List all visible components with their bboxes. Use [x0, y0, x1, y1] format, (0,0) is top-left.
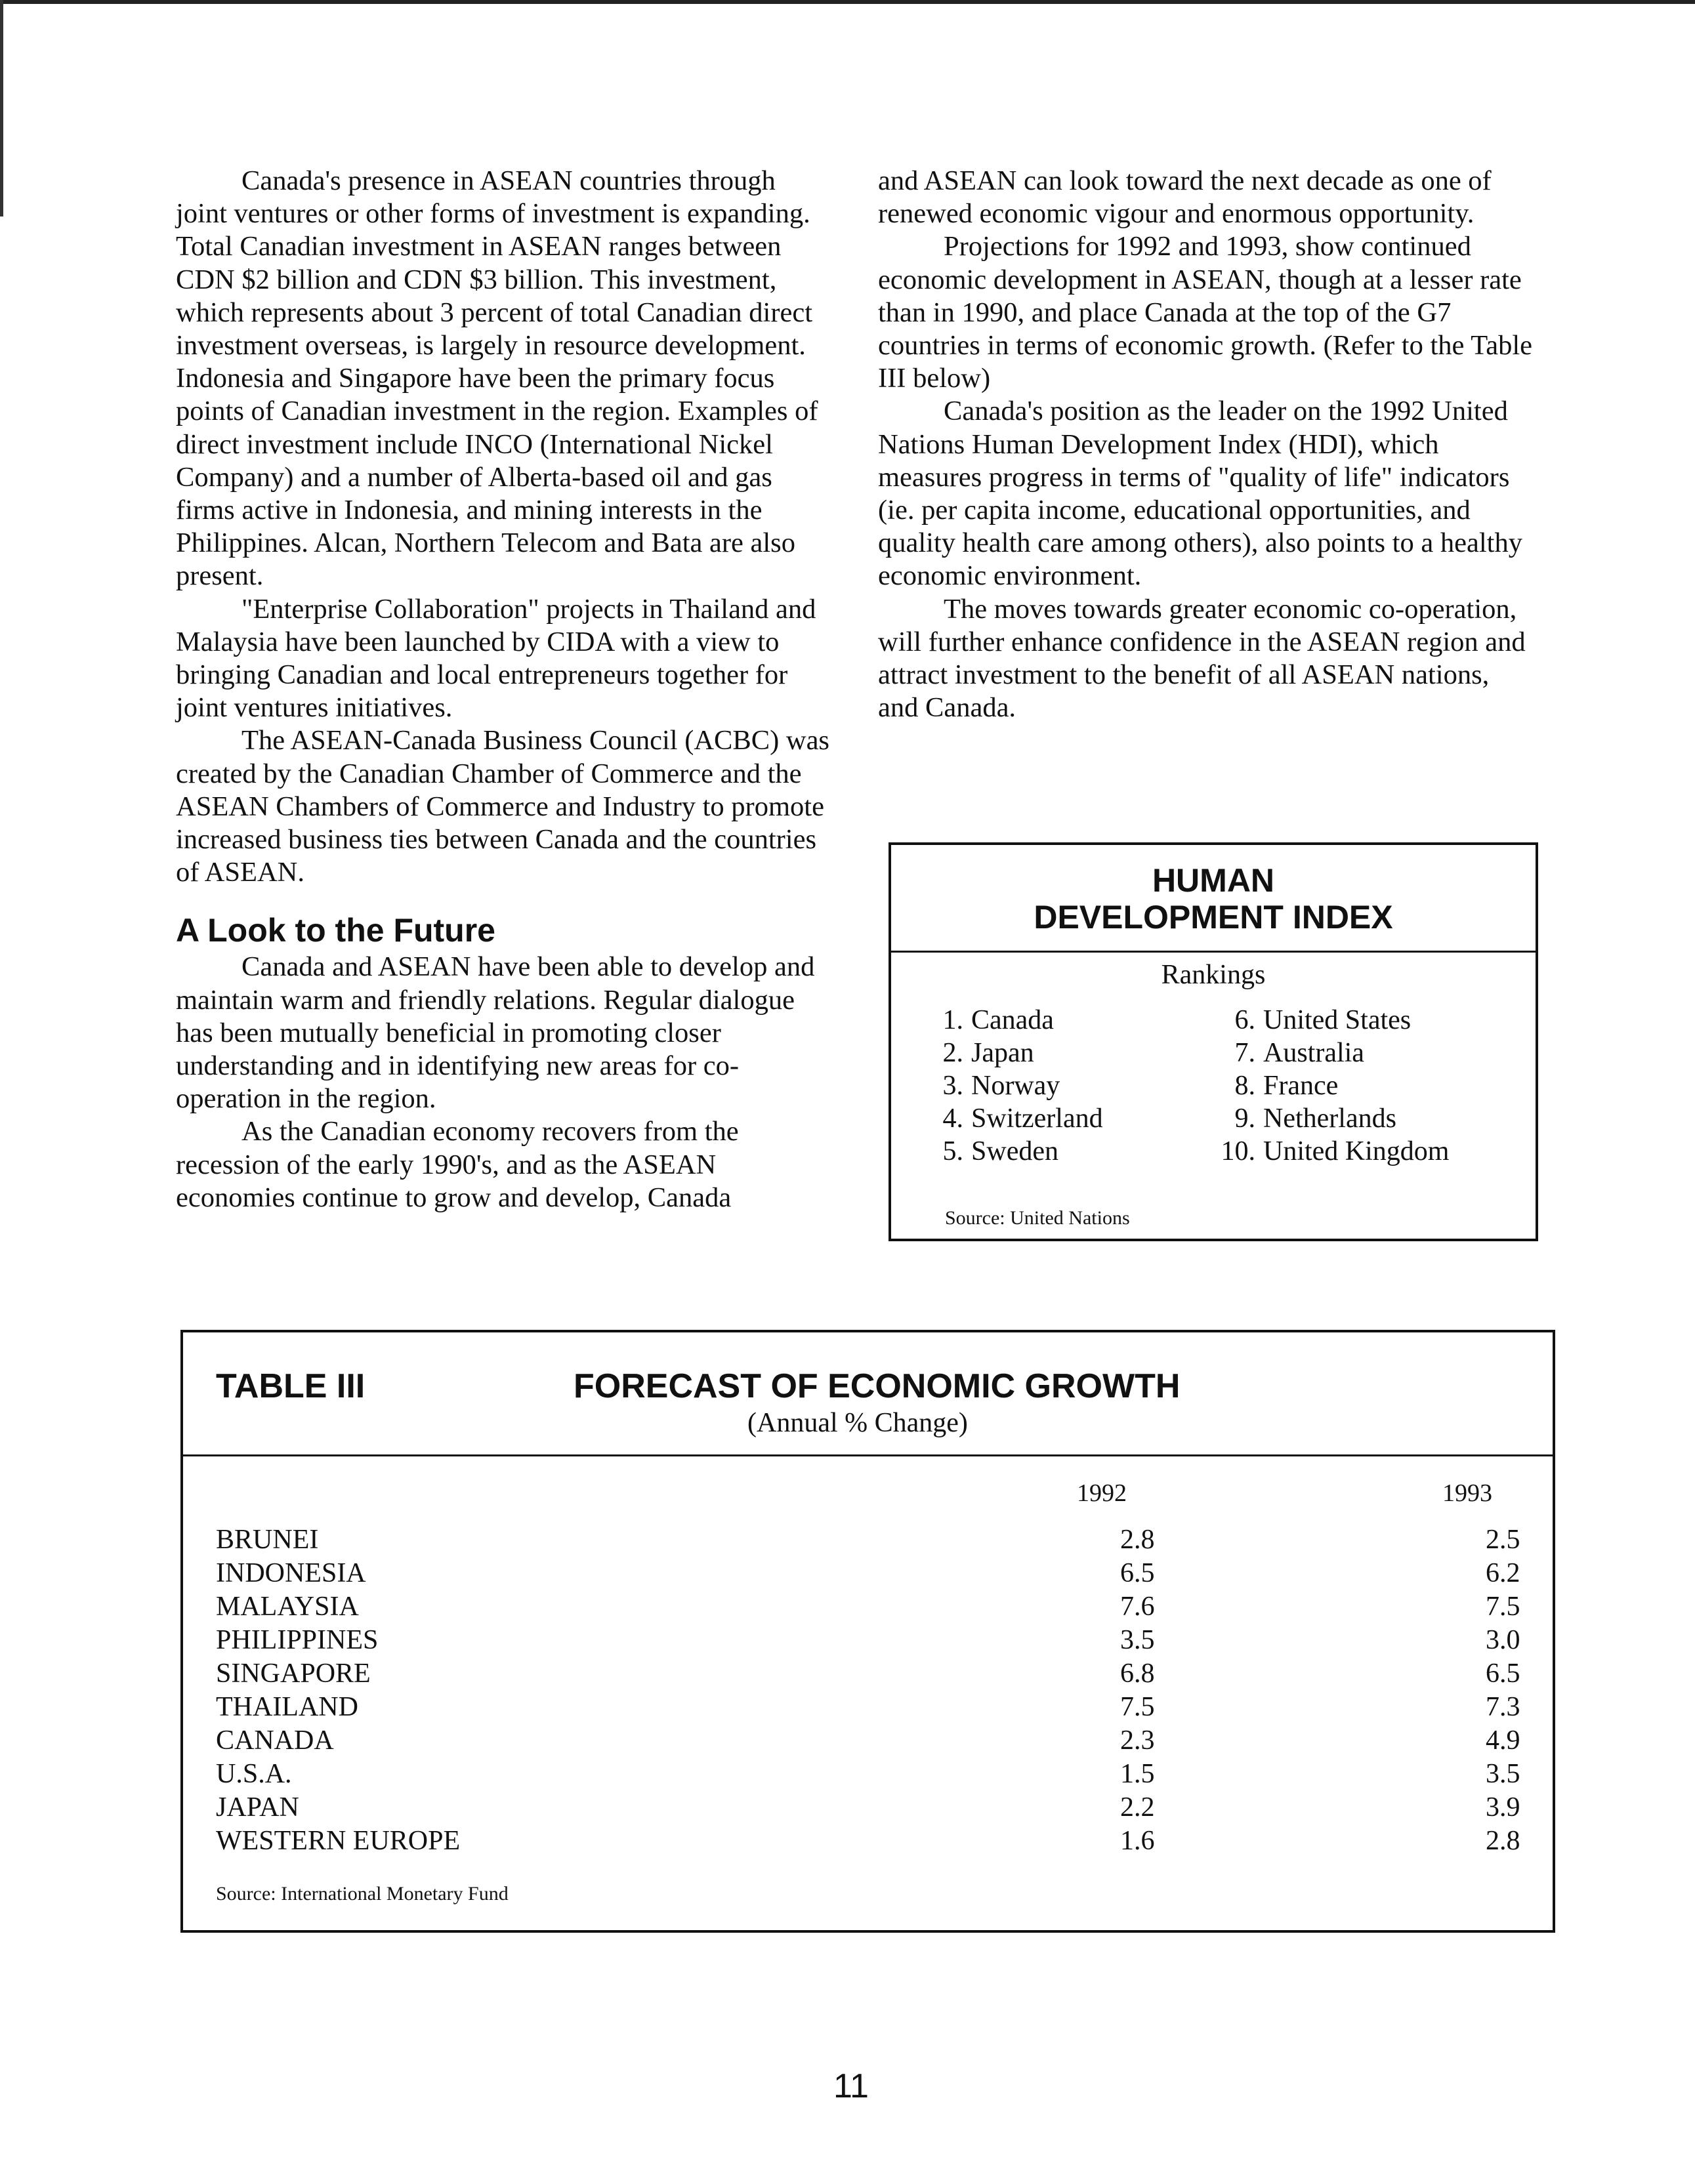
value-1993-cell: 3.9	[1486, 1792, 1520, 1823]
table-subtitle: (Annual % Change)	[747, 1408, 968, 1438]
value-1993-cell: 4.9	[1486, 1725, 1520, 1756]
value-1992-cell: 7.6	[1120, 1592, 1155, 1622]
table-row	[216, 1724, 1528, 1758]
rank-country: United States	[1263, 1005, 1412, 1035]
left-text-column	[176, 165, 832, 1214]
rank-country: Canada	[971, 1005, 1054, 1035]
table-row	[216, 1824, 1528, 1858]
country-cell: WESTERN EUROPE	[216, 1826, 461, 1856]
ranking-item	[1209, 1004, 1411, 1037]
rank-number: 5.	[942, 1136, 963, 1166]
country-cell: JAPAN	[216, 1792, 299, 1823]
paragraph: The moves towards greater economic co-operation, will further enhance confidence in the ASEAN region and attract investment to the benefit of all ASEAN nations, and Canada.	[878, 593, 1526, 724]
paragraph: "Enterprise Collaboration" projects in Thailand and Malaysia have been launched by CIDA with a view to bringing Canadian and local entrepreneurs together for joint ventures initiatives.	[176, 593, 816, 724]
rank-country: France	[1263, 1071, 1339, 1101]
ranking-item	[1209, 1102, 1396, 1135]
column-header-1992: 1992	[1077, 1479, 1127, 1507]
table-row	[216, 1624, 1528, 1657]
ranking-item	[1209, 1069, 1338, 1102]
value-1993-cell: 2.8	[1486, 1826, 1520, 1856]
ranking-item	[917, 1102, 1103, 1135]
ranking-item	[917, 1069, 1060, 1102]
value-1993-cell: 7.5	[1486, 1592, 1520, 1622]
country-cell: MALAYSIA	[216, 1592, 359, 1622]
table-row	[216, 1523, 1528, 1557]
column-header-1993: 1993	[1442, 1479, 1492, 1507]
table-title: FORECAST OF ECONOMIC GROWTH	[574, 1367, 1181, 1405]
value-1993-cell: 2.5	[1486, 1525, 1520, 1555]
ranking-item	[917, 1135, 1058, 1168]
hdi-title	[891, 845, 1536, 953]
value-1993-cell: 7.3	[1486, 1692, 1520, 1722]
paragraph: Canada and ASEAN have been able to develop and maintain warm and friendly relations. Regular dialogue has been mutually beneficial in promoting closer understanding and in identifying new areas for co-operation in the region.	[176, 951, 815, 1115]
table-label: TABLE III	[216, 1367, 366, 1405]
table-source: Source: International Monetary Fund	[216, 1883, 509, 1905]
rank-country: Sweden	[971, 1136, 1058, 1166]
table-row	[216, 1657, 1528, 1691]
value-1992-cell: 6.8	[1120, 1659, 1155, 1689]
ranking-item	[1209, 1135, 1449, 1168]
country-cell: INDONESIA	[216, 1558, 366, 1588]
hdi-title-line1: HUMAN	[1152, 862, 1275, 899]
forecast-table	[180, 1330, 1555, 1933]
hdi-box	[889, 842, 1538, 1241]
top-rule	[0, 0, 1695, 4]
ranking-item	[917, 1004, 1054, 1037]
table-row	[216, 1691, 1528, 1724]
country-cell: PHILIPPINES	[216, 1625, 379, 1655]
table-row	[216, 1557, 1528, 1590]
value-1992-cell: 1.6	[1120, 1826, 1155, 1856]
rank-number: 10.	[1221, 1136, 1255, 1166]
value-1993-cell: 3.5	[1486, 1759, 1520, 1789]
section-heading: A Look to the Future	[176, 912, 495, 949]
ranking-item	[1209, 1037, 1364, 1069]
country-cell: SINGAPORE	[216, 1659, 371, 1689]
rank-country: Norway	[971, 1071, 1060, 1101]
value-1992-cell: 2.3	[1120, 1725, 1155, 1756]
value-1992-cell: 7.5	[1120, 1692, 1155, 1722]
table-rows	[216, 1523, 1528, 1858]
paragraph: Canada's position as the leader on the 1992 United Nations Human Development Index (HDI), which measures progress in terms of "quality of life" indicators (ie. per capita income, educational opportunities, and quality health care among others), also points to a healthy economic environment.	[878, 396, 1522, 592]
value-1993-cell: 3.0	[1486, 1625, 1520, 1655]
hdi-source: Source: United Nations	[945, 1207, 1130, 1229]
rank-number: 8.	[1234, 1071, 1255, 1101]
hdi-title-line2: DEVELOPMENT INDEX	[1034, 899, 1393, 936]
rank-country: United Kingdom	[1263, 1136, 1450, 1166]
paragraph: Canada's presence in ASEAN countries through joint ventures or other forms of investment is expanding. Total Canadian investment in ASEAN ranges between CDN $2 billion and CDN $3 billion. This investment, which represents about 3 percent of total Canadian direct investment overseas, is largely in resource development. Indonesia and Singapore have been the primary focus points of Canadian investment in the region. Examples of direct investment include INCO (International Nickel Company) and a number of Alberta-based oil and gas firms active in Indonesia, and mining interests in the Philippines. Alcan, Northern Telecom and Bata are also present.	[176, 165, 818, 592]
left-margin-rule	[0, 0, 3, 216]
rank-number: 2.	[942, 1038, 963, 1068]
paragraph: The ASEAN-Canada Business Council (ACBC) was created by the Canadian Chamber of Commerce and the ASEAN Chambers of Commerce and Industry to promote increased business ties between Canada and the countries of ASEAN.	[176, 725, 829, 888]
value-1992-cell: 2.2	[1120, 1792, 1155, 1823]
rank-country: Netherlands	[1263, 1103, 1396, 1134]
rank-number: 1.	[942, 1005, 963, 1035]
value-1992-cell: 3.5	[1120, 1625, 1155, 1655]
country-cell: THAILAND	[216, 1692, 358, 1722]
table-header	[183, 1332, 1553, 1456]
value-1993-cell: 6.5	[1486, 1659, 1520, 1689]
rank-number: 3.	[942, 1071, 963, 1101]
table-body	[183, 1456, 1553, 1932]
table-row	[216, 1590, 1528, 1624]
value-1992-cell: 2.8	[1120, 1525, 1155, 1555]
rank-number: 9.	[1234, 1103, 1255, 1134]
right-text-column	[878, 165, 1534, 724]
page-number: 11	[833, 2067, 869, 2105]
rank-country: Australia	[1263, 1038, 1364, 1068]
hdi-subtitle: Rankings	[1161, 960, 1266, 990]
country-cell: BRUNEI	[216, 1525, 319, 1555]
rank-country: Switzerland	[971, 1103, 1103, 1134]
rank-number: 6.	[1234, 1005, 1255, 1035]
hdi-rankings-list	[891, 1004, 1536, 1201]
paragraph: As the Canadian economy recovers from the recession of the early 1990's, and as the ASEAN economies continue to grow and develop, Canada	[176, 1116, 739, 1213]
country-cell: CANADA	[216, 1725, 334, 1756]
value-1993-cell: 6.2	[1486, 1558, 1520, 1588]
value-1992-cell: 6.5	[1120, 1558, 1155, 1588]
value-1992-cell: 1.5	[1120, 1759, 1155, 1789]
table-row	[216, 1758, 1528, 1791]
paragraph: and ASEAN can look toward the next decade as one of renewed economic vigour and enormous opportunity.	[878, 165, 1492, 230]
rank-number: 4.	[942, 1103, 963, 1134]
table-row	[216, 1791, 1528, 1824]
rank-country: Japan	[971, 1038, 1034, 1068]
paragraph: Projections for 1992 and 1993, show continued economic development in ASEAN, though at a lesser rate than in 1990, and place Canada at the top of the G7 countries in terms of economic growth. (Refer to the Table III below)	[878, 231, 1533, 394]
ranking-item	[917, 1037, 1034, 1069]
rank-number: 7.	[1234, 1038, 1255, 1068]
country-cell: U.S.A.	[216, 1759, 292, 1789]
